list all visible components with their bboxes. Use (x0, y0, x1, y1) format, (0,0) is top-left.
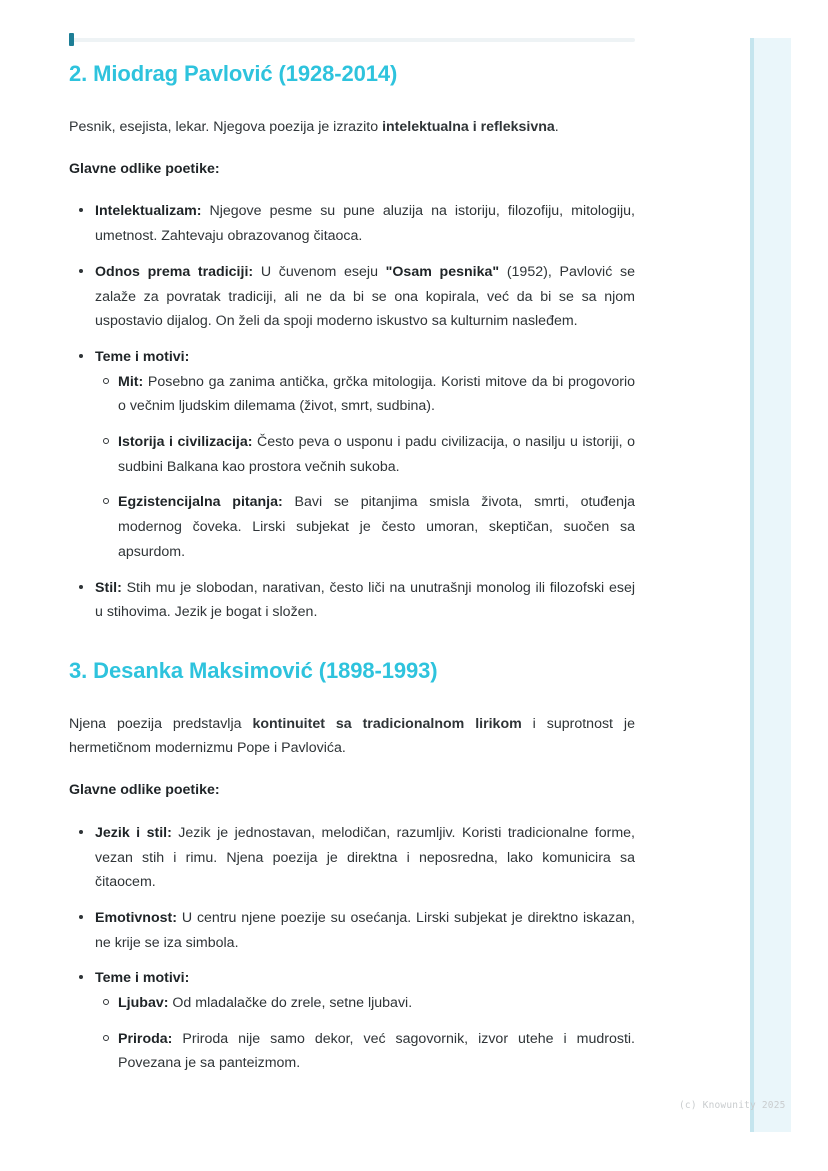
right-band-edge (750, 38, 754, 1132)
sub-list-item-term: Istorija i civilizacija: (118, 434, 253, 451)
bullet-dot-icon (79, 208, 83, 212)
list-item-term: Jezik i stil: (95, 824, 172, 841)
sub-list-item (95, 991, 635, 1016)
top-divider (69, 37, 635, 43)
list-item (69, 345, 635, 565)
page-title-secondary: 3. Desanka Maksimović (1898-1993) (69, 657, 438, 683)
right-decorative-band (750, 38, 791, 1132)
list-item-term: Stil: (95, 579, 122, 596)
intro-text-part-1: Njena poezija predstavlja (69, 715, 253, 732)
list-item-term: Teme i motivi: (95, 970, 190, 987)
sub-features-list (95, 370, 635, 565)
bullet-dot-icon (79, 830, 83, 834)
bullet-dot-icon (79, 915, 83, 919)
list-item-text-b: (1952), Pavlović se zalaže za povratak tradiciji, ali ne da bi se ona kopirala, već da bi se sa njom uspostavio dijalog. On želi da spoji moderno iskustvo sa kulturnim nasleđem. (95, 263, 635, 330)
section-subtitle: Glavne odlike poetike: (69, 161, 220, 178)
bullet-ring-icon (103, 999, 109, 1005)
features-list (69, 199, 635, 625)
list-item-term: Intelektualizam: (95, 203, 202, 220)
list-item-text: Njegove pesme su pune aluzija na istoriju, filozofiju, mitologiju, umetnost. Zahtevaju obrazovanog čitaoca. (95, 203, 635, 245)
sub-list-item-text: Bavi se pitanjima smisla života, smrti, otuđenja modernog čoveka. Lirski subjekat je često umoran, skeptičan, suočen sa apsurdom. (118, 494, 636, 560)
bullet-dot-icon (79, 585, 83, 589)
bullet-dot-icon (79, 354, 83, 358)
list-item (69, 576, 635, 625)
sub-list-item (95, 430, 635, 479)
sub-list-item-term: Egzistencijalna pitanja: (118, 494, 283, 511)
list-item (69, 260, 635, 334)
list-item-term: Teme i motivi: (95, 348, 190, 365)
sub-list-item-text: Priroda nije samo dekor, već sagovornik, izvor utehe i mudrosti. Povezana je sa panteizmom. (118, 1030, 635, 1072)
list-item-term: Emotivnost: (95, 909, 177, 926)
sub-list-item-text: Posebno ga zanima antička, grčka mitologija. Koristi mitove da bi progovorio o večnim ljudskim dilemama (život, smrt, sudbina). (118, 373, 635, 415)
section-intro-paragraph-secondary (69, 712, 635, 761)
sub-list-item-text: Često peva o usponu i padu civilizacija, o nasilju u istoriji, o sudbini Balkana kao prostora večnih sukoba. (118, 434, 636, 475)
bullet-ring-icon (103, 498, 109, 504)
list-item (69, 966, 635, 1076)
bullet-dot-icon (79, 975, 83, 979)
sub-list-item-text: Od mladalačke do zrele, setne ljubavi. (168, 995, 413, 1012)
list-item-text: U centru njene poezije su osećanja. Lirski subjekat je direktno iskazan, ne krije se iza simbola. (95, 909, 635, 951)
page-title: 2. Miodrag Pavlović (1928-2014) (69, 61, 398, 86)
bullet-ring-icon (103, 378, 109, 384)
list-item (69, 199, 635, 248)
intro-emphasis: kontinuitet sa tradicionalnom lirikom (252, 715, 522, 732)
sub-list-item-term: Mit: (118, 373, 144, 390)
section-subtitle-secondary: Glavne odlike poetike: (69, 782, 220, 799)
list-item-quote: "Osam pesnika" (385, 263, 500, 280)
intro-text-part-1: Pesnik, esejista, lekar. Njegova poezija je izrazito (69, 118, 383, 135)
bullet-ring-icon (103, 438, 109, 444)
section-intro-paragraph (69, 115, 635, 139)
list-item-text: Stih mu je slobodan, narativan, često liči na unutrašnji monolog ili filozofski esej u stihovima. Jezik je bogat i složen. (95, 579, 635, 621)
copyright-watermark: (c) Knowunity 2025 (679, 1100, 786, 1111)
intro-text-part-2: . (554, 118, 559, 135)
sub-list-item (95, 370, 635, 419)
page-marker-icon (69, 33, 74, 46)
list-item (69, 821, 635, 895)
sub-list-item (95, 1027, 635, 1076)
list-item-text-a: U čuvenom eseju (253, 263, 386, 280)
sub-list-item (95, 490, 635, 564)
bullet-ring-icon (103, 1035, 109, 1041)
sub-list-item-term: Priroda: (118, 1030, 173, 1047)
document-content (69, 60, 635, 1076)
bullet-dot-icon (79, 269, 83, 273)
list-item (69, 906, 635, 955)
intro-emphasis: intelektualna i refleksivna (382, 118, 555, 135)
list-item-term: Odnos prema tradiciji: (95, 263, 254, 280)
list-item-text: Jezik je jednostavan, melodičan, razumljiv. Koristi tradicionalne forme, vezan stih i rimu. Njena poezija je direktna i neposredna, lako komunicira sa čitaocem. (95, 824, 635, 891)
sub-list-item-term: Ljubav: (118, 995, 169, 1012)
features-list-secondary (69, 821, 635, 1076)
intro-text-part-2: i suprotnost je hermetičnom modernizmu Pope i Pavlovića. (69, 715, 635, 756)
sub-features-list-secondary (95, 991, 635, 1076)
top-divider-line (69, 38, 635, 42)
